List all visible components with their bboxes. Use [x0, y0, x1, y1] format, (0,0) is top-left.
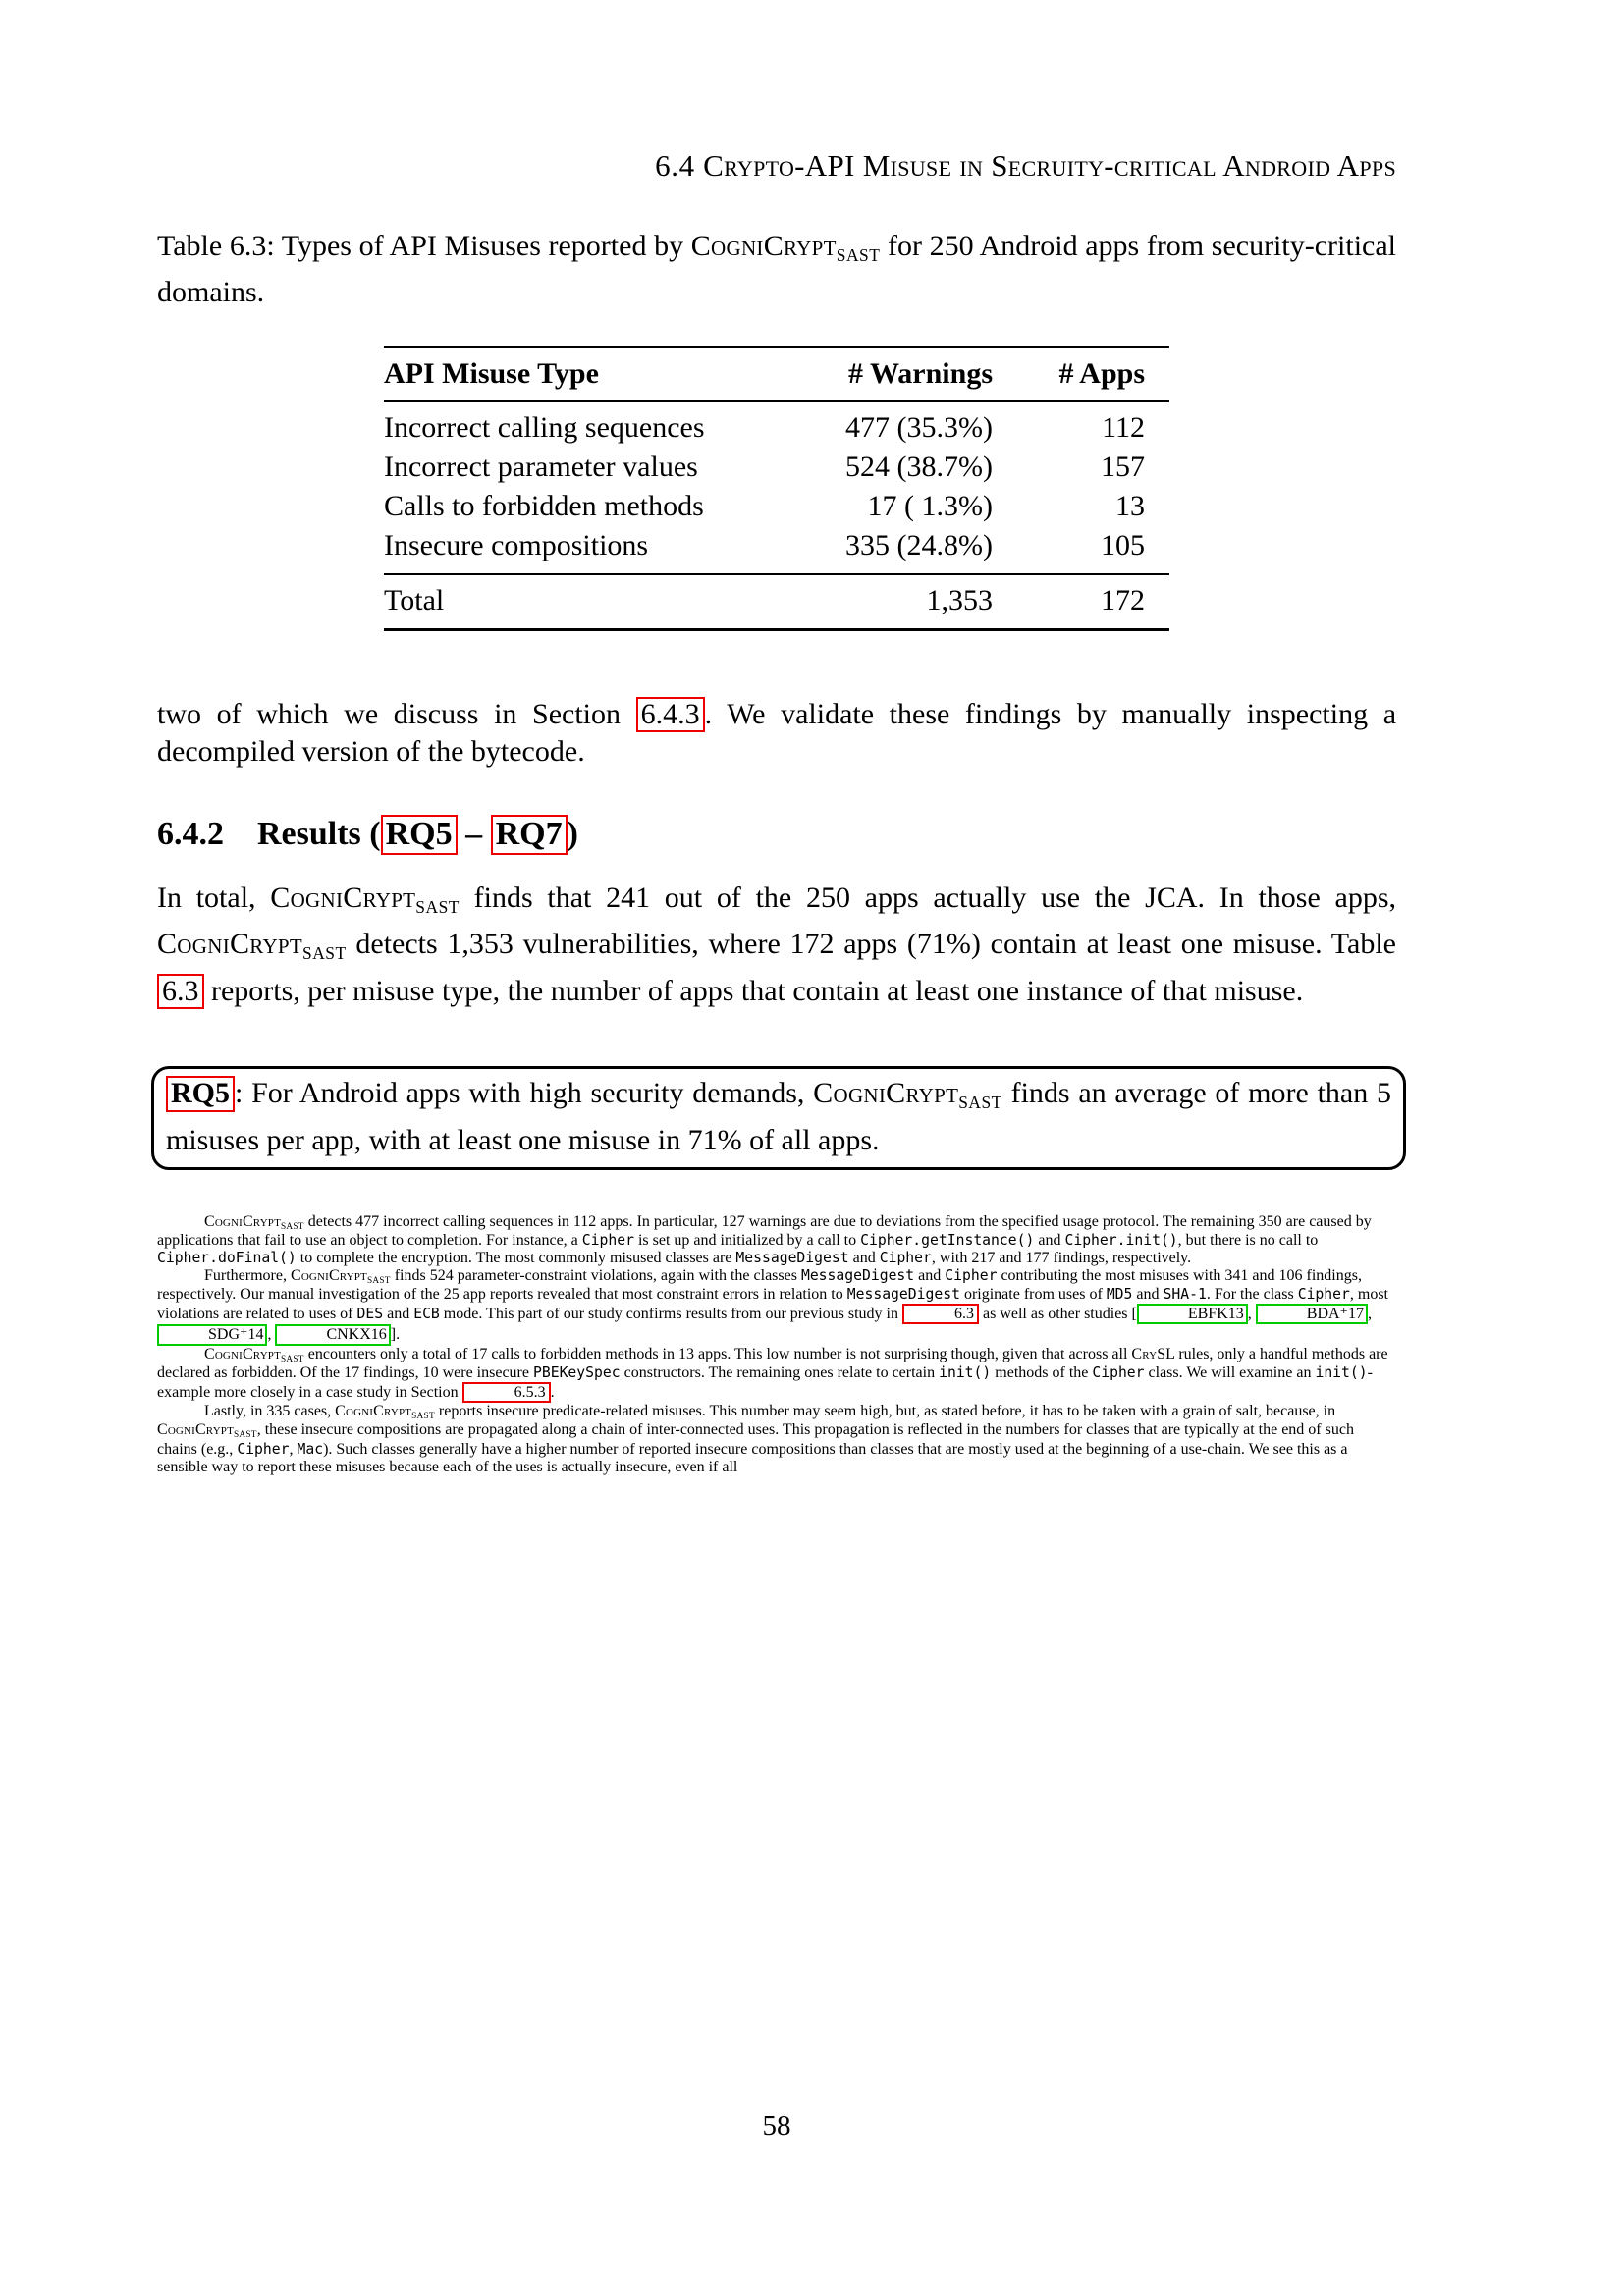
- table-row: [384, 487, 1169, 526]
- table-cell: Calls to forbidden methods: [384, 490, 704, 523]
- table-cell: 1,353: [757, 574, 993, 630]
- citation-ref[interactable]: CNKX16: [275, 1324, 390, 1345]
- table-row: [384, 401, 1169, 448]
- table-row: [384, 526, 1169, 574]
- section-heading: [157, 815, 1396, 855]
- table-cell: Insecure compositions: [384, 529, 649, 562]
- running-header: 6.4 Crypto-API Misuse in Secruity-critical Android Apps: [655, 148, 1396, 183]
- page-number: 58: [762, 2110, 791, 2142]
- table-cell: 524 (38.7%): [845, 451, 993, 484]
- body-paragraph: CogniCrypt$_{SAST}$ detects 477 incorrect calling sequences in 112 apps. In particular, 127 warnings are due to deviations from the specified usage protocol. The remaining 350 are caused by applications that fail to use an object to completion. For instance, a Cipher is set up and initialized by a call to Cipher.getInstance() and Cipher.init(), but there is no call to Cipher.doFinal() to complete the encryption. The most commonly misused classes are MessageDigest and Cipher, with 217 and 177 findings, respectively.: [157, 1212, 1372, 1266]
- table-caption: Table 6.3: Types of API Misuses reported by CogniCrypt$_{SAST}$ for 250 Android apps from security-critical domains.: [157, 230, 1396, 309]
- table-cell: 477 (35.3%): [845, 411, 993, 445]
- body-paragraphs: [157, 1213, 1396, 1476]
- section-title: Results ( RQ5 – RQ7 ): [257, 816, 578, 852]
- column-header: API Misuse Type: [384, 347, 757, 402]
- column-header: # Apps: [993, 347, 1169, 402]
- citation-ref[interactable]: EBFK13: [1137, 1304, 1248, 1324]
- table-cell: 157: [1101, 451, 1145, 484]
- table-cell: Incorrect parameter values: [384, 451, 698, 484]
- table-cell: 105: [1101, 529, 1145, 562]
- link-ref[interactable]: 6.4.3: [636, 697, 705, 732]
- table-wrap: [384, 346, 1169, 631]
- table-foot: [384, 574, 1169, 630]
- body-paragraph: CogniCrypt$_{SAST}$ encounters only a total of 17 calls to forbidden methods in 13 apps. This low number is not surprising though, given that across all CrySL rules, only a handful methods are declared as forbidden. Of the 17 findings, 10 were insecure PBEKeySpec constructors. The remaining ones relate to certain init() methods of the Cipher class. We will examine an init()-example more closely in a case study in Section 6.5.3 .: [157, 1346, 1396, 1404]
- link-ref[interactable]: 6.5.3: [462, 1382, 551, 1403]
- link-ref[interactable]: RQ7: [491, 815, 568, 855]
- link-ref[interactable]: RQ5: [381, 815, 458, 855]
- section-number: 6.4.2: [157, 816, 224, 853]
- table-body: [384, 401, 1169, 574]
- table-cell: Total: [384, 574, 757, 630]
- table-row: [384, 448, 1169, 487]
- text-block: [157, 147, 1396, 1476]
- table-cell: 172: [993, 574, 1169, 630]
- paragraph-after-table: two of which we discuss in Section 6.4.3 . We validate these findings by manually inspecting a decompiled version of the bytecode.: [157, 698, 1397, 768]
- table-cell: 13: [1115, 490, 1145, 523]
- body-paragraph: Furthermore, CogniCrypt$_{SAST}$ finds 524 parameter-constraint violations, again with the classes MessageDigest and Cipher contributing the most misuses with 341 and 106 findings, respectively. Our manual investigation of the 25 app reports revealed that most constraint errors in relation to MessageDigest originate from uses of MD5 and SHA-1. For the class Cipher, most violations are related to uses of DES and ECB mode. This part of our study confirms results from our previous study in 6.3 as well as other studies [ EBFK13 , BDA⁺17 , SDG⁺14 , CNKX16 ].: [157, 1267, 1396, 1346]
- table-cell: 17 ( 1.3%): [867, 490, 993, 523]
- table-cell: 335 (24.8%): [845, 529, 993, 562]
- citation-ref[interactable]: BDA⁺17: [1256, 1304, 1368, 1324]
- table-cell: Incorrect calling sequences: [384, 411, 705, 445]
- body-paragraph: Lastly, in 335 cases, CogniCrypt$_{SAST}$ reports insecure predicate-related misuses. This number may seem high, but, as stated before, it has to be taken with a grain of salt, because, in CogniCrypt$_{SAST}$, these insecure compositions are propagated along a chain of inter-connected uses. This propagation is reflected in the numbers for classes that are typically at the end of such chains (e.g., Cipher, Mac). Such classes generally have a higher number of reported insecure compositions than classes that are mostly used at the beginning of a use-chain. We see this as a sensible way to report these misuses because each of the uses is actually insecure, even if all: [157, 1403, 1354, 1475]
- rq5-box: RQ5 : For Android apps with high security demands, CogniCrypt$_{SAST}$ finds an average of more than 5 misuses per app, with at least one misuse in 71% of all apps.: [151, 1066, 1406, 1169]
- link-ref[interactable]: 6.3: [902, 1304, 979, 1324]
- link-ref[interactable]: 6.3: [157, 974, 204, 1009]
- intro-paragraph: In total, CogniCrypt$_{SAST}$ finds that 241 out of the 250 apps actually use the JCA. In those apps, CogniCrypt$_{SAST}$ detects 1,353 vulnerabilities, where 172 apps (71%) contain at least one misuse. Table 6.3 reports, per misuse type, the number of apps that contain at least one instance of that misuse.: [157, 880, 1396, 1010]
- table-head: [384, 347, 1169, 402]
- total-row: [384, 574, 1169, 630]
- table-cell: 112: [1102, 411, 1145, 445]
- citation-ref[interactable]: SDG⁺14: [157, 1324, 267, 1345]
- column-header: # Warnings: [757, 347, 993, 402]
- link-ref[interactable]: RQ5: [166, 1076, 235, 1111]
- misuse-table: [384, 346, 1169, 631]
